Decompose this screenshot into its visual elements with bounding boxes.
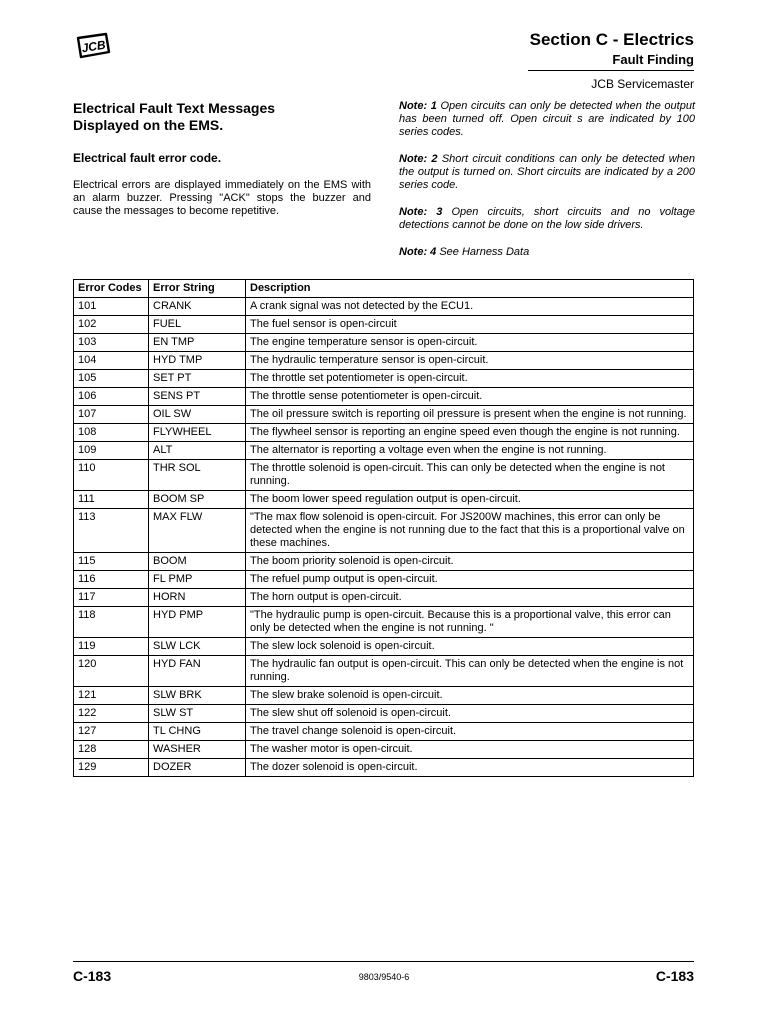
error-code-cell: 107 [74,406,149,424]
description-cell: The slew shut off solenoid is open-circuit. [246,705,694,723]
svg-text:JCB: JCB [80,37,107,56]
table-row [74,491,694,509]
page-title [73,100,371,134]
error-code-cell: 105 [74,370,149,388]
description-cell: The flywheel sensor is reporting an engine speed even though the engine is not running. [246,424,694,442]
description-cell: The throttle set potentiometer is open-circuit. [246,370,694,388]
table-row [74,571,694,589]
error-code-cell: 127 [74,723,149,741]
note-3 [399,206,695,232]
error-code-cell: 129 [74,759,149,777]
description-cell: The hydraulic fan output is open-circuit. This can only be detected when the engine is not running. [246,656,694,687]
table-row [74,759,694,777]
table-row [74,589,694,607]
table-row [74,687,694,705]
table-row [74,334,694,352]
document-number: 9803/9540-6 [358,972,410,982]
description-cell: The travel change solenoid is open-circuit. [246,723,694,741]
table-row [74,607,694,638]
description-cell: The slew lock solenoid is open-circuit. [246,638,694,656]
note-2 [399,153,695,192]
table-row [74,741,694,759]
error-code-cell: 109 [74,442,149,460]
column-header-description: Description [246,280,694,298]
table-row [74,705,694,723]
description-cell: The boom priority solenoid is open-circuit. [246,553,694,571]
table-row [74,424,694,442]
error-string-cell: OIL SW [149,406,246,424]
manual-name: JCB Servicemaster [591,77,694,91]
error-code-cell: 119 [74,638,149,656]
description-cell: "The max flow solenoid is open-circuit. For JS200W machines, this error can only be detected when the engine is not running due to the fact that this is a proportional valve on these machines. [246,509,694,553]
description-cell: The washer motor is open-circuit. [246,741,694,759]
note-4 [399,246,695,259]
error-code-cell: 104 [74,352,149,370]
error-string-cell: HYD PMP [149,607,246,638]
table-row [74,316,694,334]
note-text: Short circuit conditions can only be detected when the output is turned on. Short circuits are indicated by a 200 series code. [399,153,696,191]
page-number-left: C-183 [73,968,112,984]
table-row [74,442,694,460]
error-code-cell: 103 [74,334,149,352]
section-title: Section C - Electrics [529,30,694,49]
description-cell: The throttle solenoid is open-circuit. This can only be detected when the engine is not running. [246,460,694,491]
jcb-logo [72,31,112,61]
description-cell: The boom lower speed regulation output is open-circuit. [246,491,694,509]
error-string-cell: MAX FLW [149,509,246,553]
table-row [74,298,694,316]
error-string-cell: FUEL [149,316,246,334]
column-header-error-string: Error String [149,280,246,298]
note-text: Open circuits can only be detected when the output has been turned off. Open circuit s are indicated by 100 series codes. [399,100,696,138]
description-cell: The engine temperature sensor is open-circuit. [246,334,694,352]
error-string-cell: SLW ST [149,705,246,723]
description-cell: The horn output is open-circuit. [246,589,694,607]
intro-paragraph: Electrical errors are displayed immediately on the EMS with an alarm buzzer. Pressing "ACK" stops the buzzer and cause the messages to become repetitive. [73,179,371,217]
error-code-cell: 113 [74,509,149,553]
table-row [74,723,694,741]
error-code-cell: 128 [74,741,149,759]
error-code-cell: 116 [74,571,149,589]
error-code-cell: 120 [74,656,149,687]
error-string-cell: BOOM SP [149,491,246,509]
description-cell: The throttle sense potentiometer is open-circuit. [246,388,694,406]
error-code-cell: 101 [74,298,149,316]
description-cell: The dozer solenoid is open-circuit. [246,759,694,777]
error-string-cell: EN TMP [149,334,246,352]
note-text: See Harness Data [439,246,530,258]
header-divider [528,70,694,71]
description-cell: The alternator is reporting a voltage even when the engine is not running. [246,442,694,460]
description-cell: A crank signal was not detected by the ECU1. [246,298,694,316]
table-row [74,370,694,388]
error-string-cell: DOZER [149,759,246,777]
description-cell: The slew brake solenoid is open-circuit. [246,687,694,705]
table-row [74,460,694,491]
note-label: Note: 2 [399,153,438,165]
error-string-cell: ALT [149,442,246,460]
error-code-cell: 102 [74,316,149,334]
footer-divider [73,961,694,962]
error-string-cell: FL PMP [149,571,246,589]
table-row [74,553,694,571]
error-code-cell: 111 [74,491,149,509]
error-string-cell: FLYWHEEL [149,424,246,442]
error-code-cell: 118 [74,607,149,638]
error-string-cell: BOOM [149,553,246,571]
error-string-cell: THR SOL [149,460,246,491]
table-header-row [74,280,694,298]
subsection-title: Fault Finding [612,52,694,67]
note-text: Open circuits, short circuits and no voltage detections cannot be done on the low side drivers. [399,206,696,231]
error-string-cell: HORN [149,589,246,607]
table-row [74,406,694,424]
error-string-cell: CRANK [149,298,246,316]
page-title-line-2: Displayed on the EMS. [73,117,224,133]
table-row [74,352,694,370]
description-cell: The refuel pump output is open-circuit. [246,571,694,589]
description-cell: The hydraulic temperature sensor is open-circuit. [246,352,694,370]
description-cell: The fuel sensor is open-circuit [246,316,694,334]
error-string-cell: SENS PT [149,388,246,406]
error-string-cell: HYD FAN [149,656,246,687]
section-subtitle: Electrical fault error code. [73,151,222,165]
error-code-cell: 110 [74,460,149,491]
error-string-cell: SET PT [149,370,246,388]
error-string-cell: WASHER [149,741,246,759]
error-code-cell: 121 [74,687,149,705]
description-cell: The oil pressure switch is reporting oil pressure is present when the engine is not running. [246,406,694,424]
note-label: Note: 3 [399,206,443,218]
page-number-right: C-183 [655,968,694,984]
error-code-cell: 106 [74,388,149,406]
note-label: Note: 1 [399,100,437,112]
note-1 [399,100,695,139]
error-string-cell: HYD TMP [149,352,246,370]
error-code-cell: 115 [74,553,149,571]
error-string-cell: SLW LCK [149,638,246,656]
notes-column [399,100,695,273]
column-header-error-codes: Error Codes [74,280,149,298]
page-title-line-1: Electrical Fault Text Messages [73,100,276,116]
error-code-cell: 122 [74,705,149,723]
note-label: Note: 4 [399,246,437,258]
table-body [74,298,694,777]
error-string-cell: SLW BRK [149,687,246,705]
error-string-cell: TL CHNG [149,723,246,741]
table-row [74,656,694,687]
description-cell: "The hydraulic pump is open-circuit. Because this is a proportional valve, this error can only be detected when the engine is not running. " [246,607,694,638]
table-row [74,509,694,553]
intro-column [73,100,371,218]
table-row [74,388,694,406]
fault-code-table [73,279,694,777]
error-code-cell: 108 [74,424,149,442]
error-code-cell: 117 [74,589,149,607]
table-row [74,638,694,656]
